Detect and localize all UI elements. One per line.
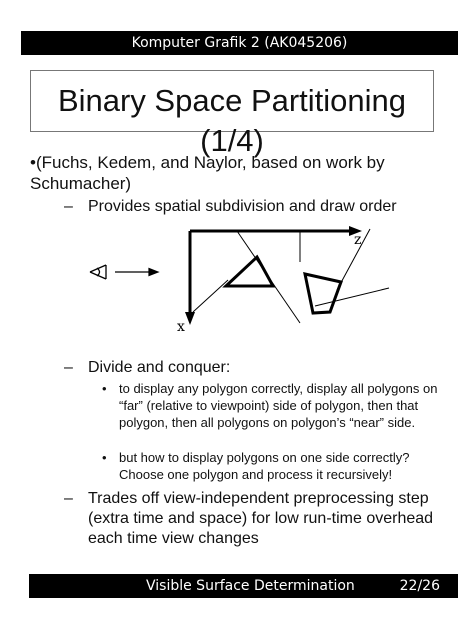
quad-polygon xyxy=(305,274,341,313)
subpoint-text: to display any polygon correctly, display all polygons on “far” (relative to viewpoint) side of polygon, then that polygon, then all polygons on polygon’s “near” side. xyxy=(119,381,438,430)
point-text: Provides spatial subdivision and draw order xyxy=(88,198,397,215)
dash-marker: – xyxy=(64,198,73,215)
partition-line xyxy=(193,280,228,312)
footer-bar xyxy=(29,574,458,598)
course-title: Komputer Grafik 2 (AK045206) xyxy=(131,35,348,51)
triangle-polygon xyxy=(226,257,273,286)
dash-marker: – xyxy=(64,359,73,376)
arrow-right-icon xyxy=(115,269,158,276)
slide-title: Binary Space Partitioning (1/4) xyxy=(57,83,407,158)
dash-marker: – xyxy=(64,490,73,507)
point-text: Trades off view-independent preprocessing step (extra time and space) for low run-time overhead each time view changes xyxy=(88,490,434,547)
eye-icon xyxy=(90,265,106,279)
bullet-marker: • xyxy=(102,381,107,396)
bullet-attribution: •(Fuchs, Kedem, and Naylor, based on work by Schumacher) xyxy=(30,153,385,193)
z-axis-label: z xyxy=(354,232,362,248)
bullet-marker: • xyxy=(102,450,107,465)
subpoint-text: but how to display polygons on one side correctly? Choose one polygon and process it recursively! xyxy=(119,450,410,482)
x-axis-arrowhead xyxy=(185,312,195,325)
partition-line xyxy=(315,288,389,306)
page-number: 22/26 xyxy=(399,578,440,594)
x-axis-label: x xyxy=(177,319,185,335)
point-text: Divide and conquer: xyxy=(88,359,231,376)
footer-title: Visible Surface Determination xyxy=(146,578,355,594)
